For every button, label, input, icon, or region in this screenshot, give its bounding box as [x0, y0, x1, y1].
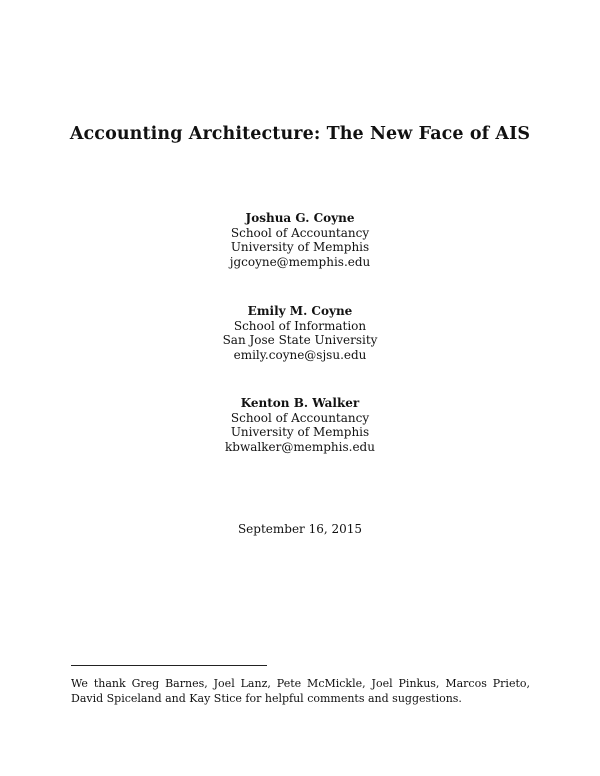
author-name: Emily M. Coyne — [247, 304, 353, 318]
author-department: School of Accountancy — [230, 225, 370, 240]
paper-title: Accounting Architecture: The New Face of AIS — [69, 124, 531, 144]
acknowledgement-footnote: We thank Greg Barnes, Joel Lanz, Pete McMickle, Joel Pinkus, Marcos Prieto, David Spiceland and Kay Stice for helpful comments and suggestions. — [71, 677, 530, 705]
author-email: emily.coyne@sjsu.edu — [233, 347, 367, 362]
author-department: School of Information — [233, 318, 367, 333]
author-name: Joshua G. Coyne — [245, 211, 355, 225]
author-name: Kenton B. Walker — [240, 396, 360, 410]
author-institution: University of Memphis — [230, 240, 370, 254]
author-email: kbwalker@memphis.edu — [225, 439, 375, 454]
author-institution: San Jose State University — [222, 333, 378, 347]
author-block-2 — [0, 304, 600, 362]
author-department: School of Accountancy — [230, 410, 370, 425]
author-institution: University of Memphis — [230, 425, 370, 439]
paper-date: September 16, 2015 — [237, 522, 363, 536]
footnote-divider — [71, 665, 267, 666]
author-block-1 — [0, 211, 600, 269]
author-email: jgcoyne@memphis.edu — [229, 254, 371, 269]
author-block-3 — [0, 396, 600, 454]
